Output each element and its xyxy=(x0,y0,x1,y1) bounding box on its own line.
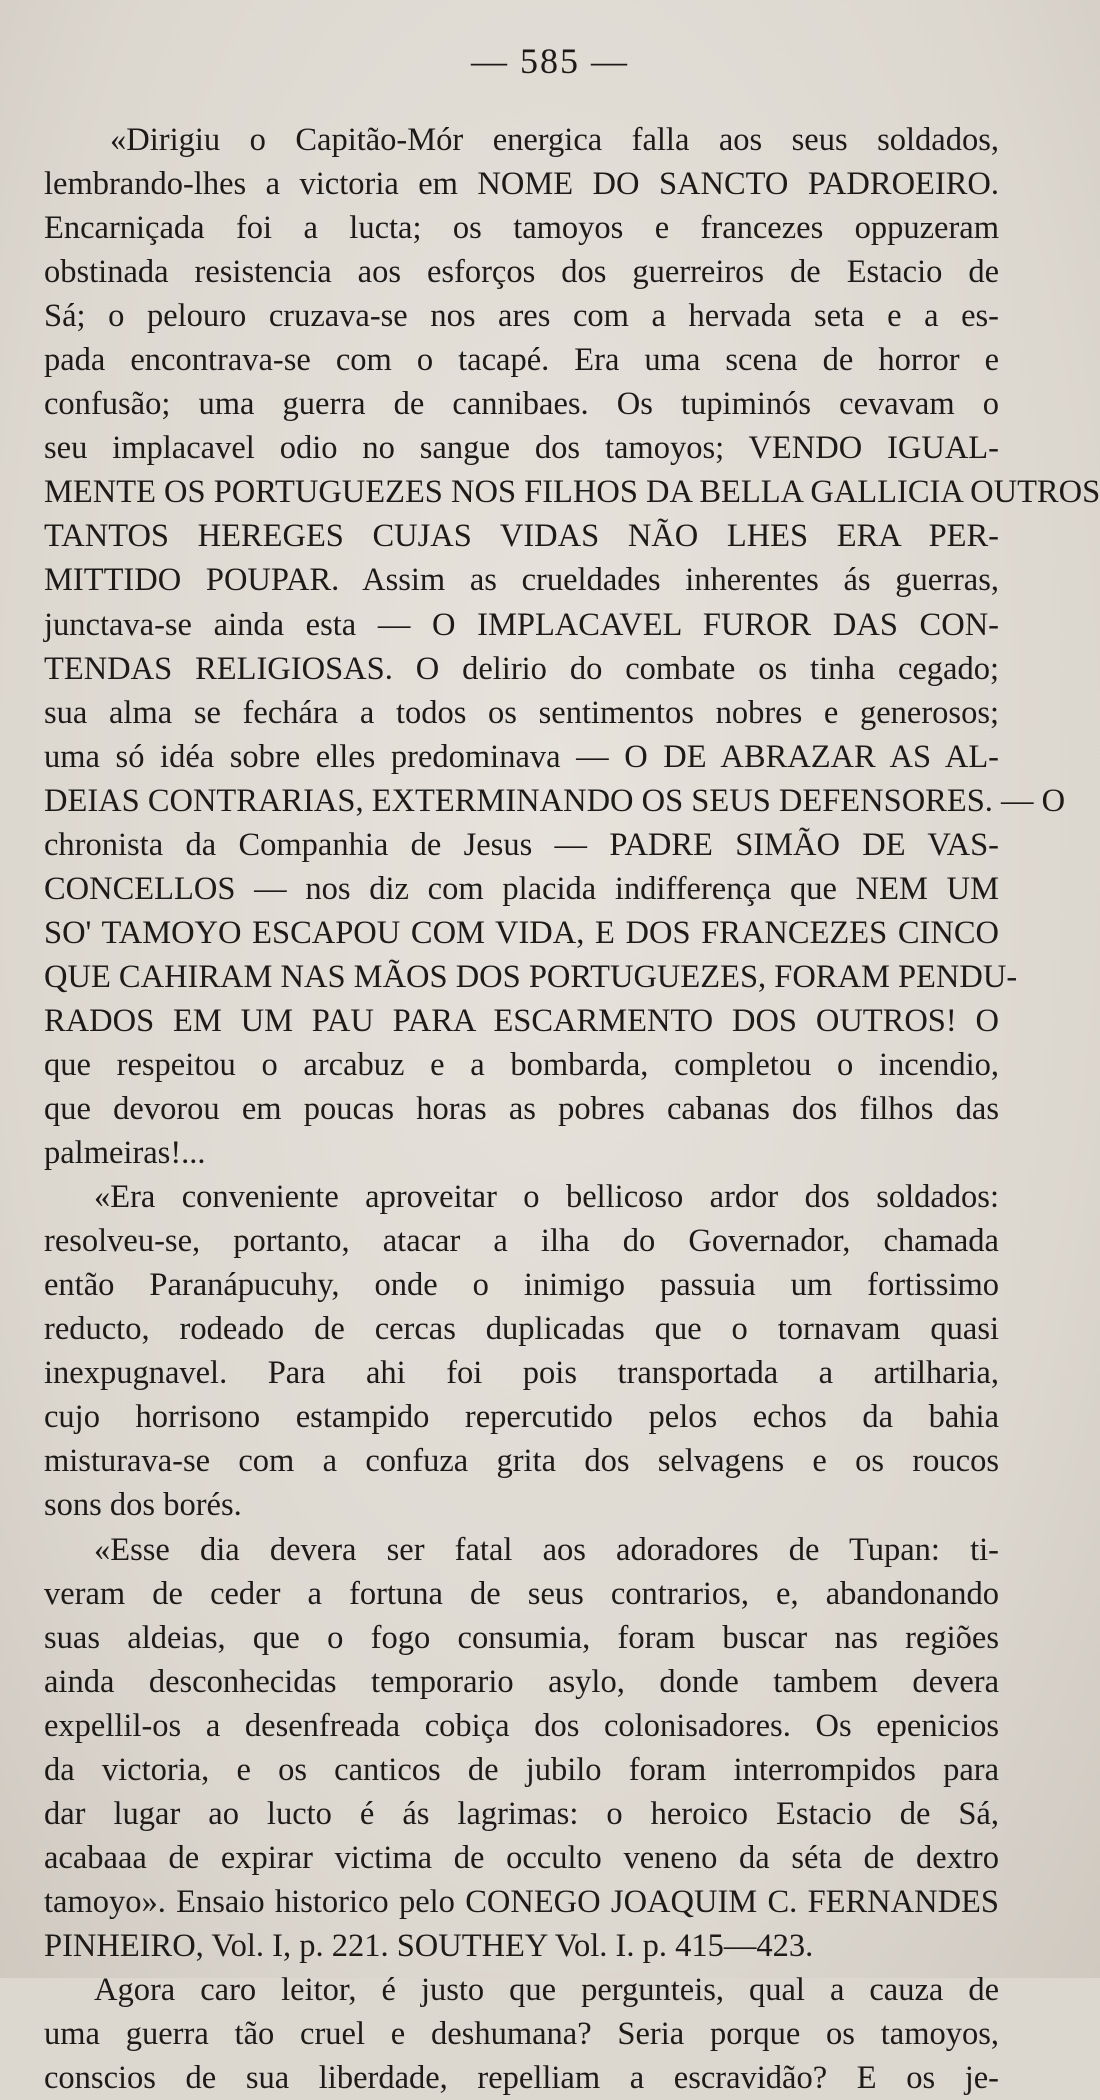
text-line: uma só idéa sobre elles predominava — O DE ABRAZAR AS AL- xyxy=(44,738,999,775)
text-line: «Dirigiu o Capitão-Mór energica falla aos seus soldados, xyxy=(110,122,999,158)
text-line: uma guerra tão cruel e deshumana? Seria porque os tamoyos, xyxy=(44,2016,999,2053)
page-number: — 585 — xyxy=(471,41,629,81)
text-line: acabaaa de expirar victima de occulto veneno da séta de dextro xyxy=(44,1839,999,1876)
text-line: veram de ceder a fortuna de seus contrarios, e, abandonando xyxy=(44,1575,999,1612)
text-line: cujo horrisono estampido repercutido pelos echos da bahia xyxy=(44,1399,999,1436)
text-line: que respeitou o arcabuz e a bombarda, completou o incendio, xyxy=(44,1046,999,1083)
text-line: conscios de sua liberdade, repelliam a escravidão? E os je- xyxy=(44,2060,999,2097)
text-line: misturava-se com a confuza grita dos selvagens e os roucos xyxy=(44,1443,999,1480)
text-line: lembrando-lhes a victoria em NOME DO SANCTO PADROEIRO. xyxy=(44,166,999,203)
text-line: resolveu-se, portanto, atacar a ilha do Governador, chamada xyxy=(44,1223,999,1260)
text-line: TANTOS HEREGES CUJAS VIDAS NÃO LHES ERA PER- xyxy=(44,518,999,555)
text-line: reducto, rodeado de cercas duplicadas que o tornavam quasi xyxy=(44,1311,999,1348)
text-line: suas aldeias, que o fogo consumia, foram buscar nas regiões xyxy=(44,1619,999,1656)
text-line: tamoyo». Ensaio historico pelo CONEGO JOAQUIM C. FERNANDES xyxy=(44,1883,999,1920)
text-line: TENDAS RELIGIOSAS. O delirio do combate os tinha cegado; xyxy=(44,650,999,687)
text-line: QUE CAHIRAM NAS MÃOS DOS PORTUGUEZES, FORAM PENDU- xyxy=(44,958,1018,995)
text-line: «Era conveniente aproveitar o bellicoso ardor dos soldados: xyxy=(94,1179,999,1216)
text-line: RADOS EM UM PAU PARA ESCARMENTO DOS OUTROS! O xyxy=(44,1002,999,1039)
text-line: PINHEIRO, Vol. I, p. 221. SOUTHEY Vol. I. p. 415—423. xyxy=(44,1927,814,1964)
text-line: Sá; o pelouro cruzava-se nos ares com a hervada seta e a es- xyxy=(44,298,999,335)
text-line: que devorou em poucas horas as pobres cabanas dos filhos das xyxy=(44,1091,999,1128)
text-line: Agora caro leitor, é justo que pergunteis, qual a cauza de xyxy=(94,1971,999,2008)
text-line: sua alma se fechára a todos os sentimentos nobres e generosos; xyxy=(44,694,999,731)
text-line: CONCELLOS — nos diz com placida indifferença que NEM UM xyxy=(44,870,999,907)
text-line: da victoria, e os canticos de jubilo foram interrompidos para xyxy=(44,1751,999,1788)
text-line: DEIAS CONTRARIAS, EXTERMINANDO OS SEUS DEFENSORES. — O xyxy=(44,782,1066,819)
text-line: sons dos borés. xyxy=(44,1487,242,1524)
text-line: junctava-se ainda esta — O IMPLACAVEL FUROR DAS CON- xyxy=(44,606,999,643)
text-line: chronista da Companhia de Jesus — PADRE SIMÃO DE VAS- xyxy=(44,826,999,863)
text-line: inexpugnavel. Para ahi foi pois transportada a artilharia, xyxy=(44,1355,999,1392)
text-line: ainda desconhecidas temporario asylo, donde tambem devera xyxy=(44,1663,999,1700)
text-line: expellil-os a desenfreada cobiça dos colonisadores. Os epenicios xyxy=(44,1707,999,1744)
text-line: obstinada resistencia aos esforços dos guerreiros de Estacio de xyxy=(44,254,999,291)
text-line: MITTIDO POUPAR. Assim as crueldades inherentes ás guerras, xyxy=(44,562,999,599)
text-line: SO' TAMOYO ESCAPOU COM VIDA, E DOS FRANCEZES CINCO xyxy=(44,914,999,951)
text-line: dar lugar ao lucto é ás lagrimas: o heroico Estacio de Sá, xyxy=(44,1795,999,1832)
text-line: pada encontrava-se com o tacapé. Era uma scena de horror e xyxy=(44,342,999,379)
text-line: «Esse dia devera ser fatal aos adoradores de Tupan: ti- xyxy=(94,1531,999,1568)
text-line: MENTE OS PORTUGUEZES NOS FILHOS DA BELLA GALLICIA OUTROS xyxy=(44,474,1100,511)
text-line: confusão; uma guerra de cannibaes. Os tupiminós cevavam o xyxy=(44,386,999,423)
body-text xyxy=(44,118,1100,2100)
text-line: Encarniçada foi a lucta; os tamoyos e francezes oppuzeram xyxy=(44,210,999,247)
text-line: seu implacavel odio no sangue dos tamoyos; VENDO IGUAL- xyxy=(44,430,999,467)
text-line: então Paranápucuhy, onde o inimigo passuia um fortissimo xyxy=(44,1267,999,1304)
text-line: palmeiras!... xyxy=(44,1135,206,1172)
